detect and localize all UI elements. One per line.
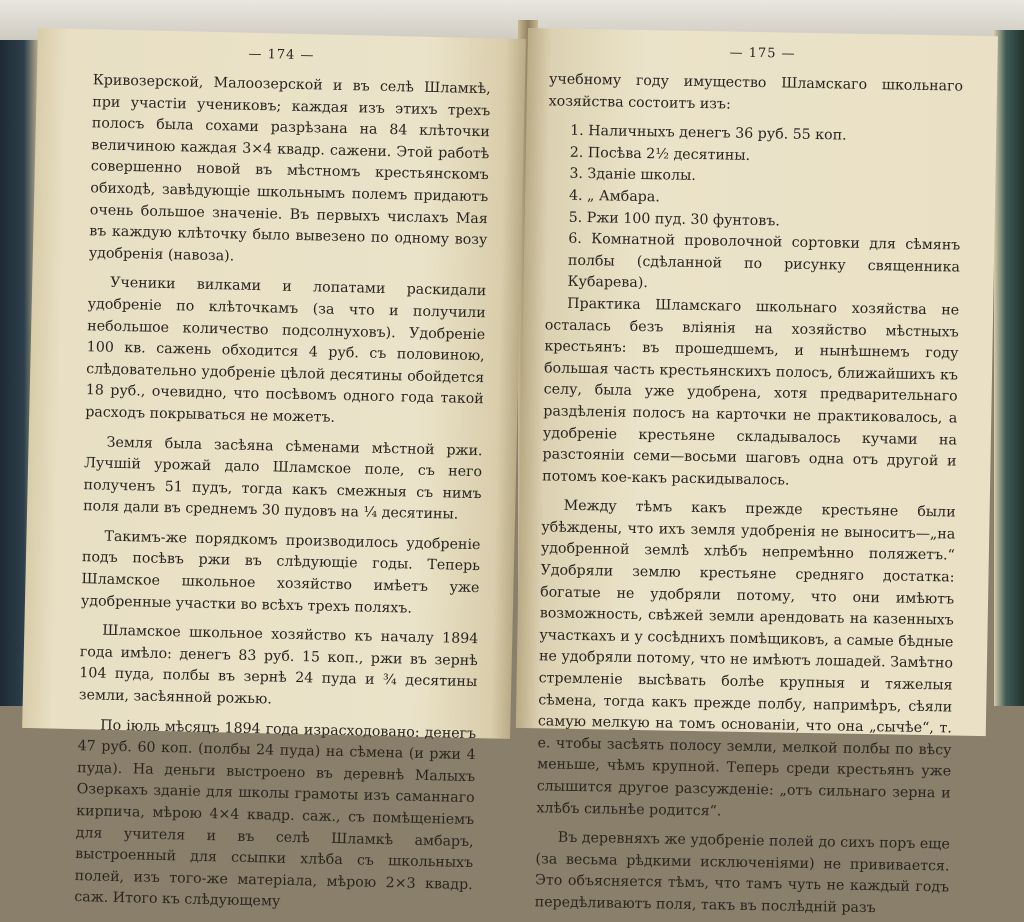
right-page — [516, 28, 998, 917]
list-item: 2. Посѣва 2½ десятины. — [569, 144, 751, 164]
list-item: 6. Комнатной проволочной сортовки для сѣмянъ полбы (сдѣланной по рисунку священника Кубарева). — [567, 230, 961, 292]
list-item: 1. Наличныхъ денегъ 36 руб. 55 коп. — [570, 122, 847, 144]
paragraph: Шламское школьное хозяйство къ началу 1894 года имѣло: денегъ 83 руб. 15 коп., ржи въ зернѣ 104 пуда, полбы въ зернѣ 24 пуда и ¾ десятины земли, засѣянной рожью. — [78, 622, 479, 708]
paragraph: Кривозерской, Малоозерской и въ селѣ Шламкѣ, при участіи учениковъ; каждая изъ этихъ трехъ полосъ была сохами разрѣзана на 84 клѣточки величиною каждая 3×4 квадр. сажени. Этой работѣ совершенно новой въ мѣстномъ крестьянскомъ обиходѣ, завѣдующіе школьнымъ полемъ придаютъ очень большое значеніе. Въ первыхъ числахъ Мая въ каждую клѣточку было вывезено по одному возу удобренія (навоза). — [88, 72, 491, 265]
list-item: 3. Зданіе школы. — [569, 166, 696, 185]
page-number-174: — 174 — — [248, 46, 315, 64]
left-page — [22, 28, 526, 911]
paragraph: Практика Шламскаго школьнаго хозяйства не осталась безъ вліянія на хозяйство мѣстныхъ крестьянъ: въ прошедшемъ, и нынѣшнемъ году большая часть крестьянскихъ полосъ, ближайшихъ къ селу, была уже удобрена, хотя предварительнаго раздѣленія полосъ на карточки не практиковалось, а удобреніе крестьяне складывалось кучами на разстояніи семи—восьми шаговъ одна отъ другой и потомъ кое-какъ раскидывалось. — [542, 295, 960, 489]
page-number-175: — 175 — — [729, 45, 796, 62]
paragraph: учебному году имущество Шламскаго школьнаго хозяйства состоитъ изъ: — [548, 71, 964, 113]
list-item: 5. Ржи 100 пуд. 30 фунтовъ. — [568, 209, 780, 229]
paragraph: Земля была засѣяна сѣменами мѣстной ржи. Лучшій урожай дало Шламское поле, съ него полученъ 51 пудъ, тогда какъ смежныя съ нимъ поля дали въ среднемъ 30 пудовъ на ¼ десятины. — [82, 434, 483, 523]
paragraph: Ученики вилками и лопатами раскидали удобреніе по клѣточкамъ (за что и получили небольшое количество подсолнуховъ). Удобреніе 100 кв. сажень обходится 4 руб. съ половиною, слѣдовательно удобреніе цѣлой десятины обойдется 18 руб., очевидно, что посѣвомъ одного года такой расходъ покрываться не можетъ. — [85, 275, 487, 426]
property-list — [545, 121, 962, 301]
paragraph: Такимъ-же порядкомъ производилось удобреніе подъ посѣвъ ржи въ слѣдующіе годы. Теперь Шламское школьное хозяйство имѣетъ уже удобренные участки во всѣхъ трехъ поляхъ. — [80, 528, 481, 617]
left-page-text — [18, 69, 525, 919]
book-cover-right — [994, 30, 1024, 706]
right-page-text — [513, 69, 998, 922]
paragraph: По іюль мѣсяцъ 1894 года израсходовано: денегъ 47 руб. 60 коп. (полбы 24 пуда) на сѣмена (и ржи 4 пуда). На деньги выстроено въ деревнѣ Малыхъ Озеркахъ зданіе для школы грамоты изъ саманнаго кирпича, мѣрою 4×4 квадр. саж., съ помѣщеніемъ для учителя и въ селѣ Шламкѣ амбаръ, выстроенный для ссыпки хлѣба съ школьныхъ полей, изъ того-же матеріала, мѣрою 2×3 квадр. саж. Итого къ слѣдующему — [74, 717, 477, 911]
paragraph: Въ деревняхъ же удобреніе полей до сихъ поръ еще (за весьма рѣдкими исключеніями) не прививается. Это объясняется тѣмъ, что тамъ чуть не каждый годъ передѣливаютъ поля, такъ въ послѣдній разъ — [534, 829, 950, 917]
paragraph: Между тѣмъ какъ прежде крестьяне были убѣждены, что ихъ земля удобренія не выноситъ—„на удобренной землѣ хлѣбъ непремѣнно поляжетъ.“ Удобряли землю крестьяне средняго достатка: богатые не удобряли потому, что они имѣютъ возможность, свѣжей земли арендовать на казенныхъ участкахъ и у сосѣднихъ помѣщиковъ, а самые бѣдные не удобряли потому, что не имѣютъ лошадей. Замѣтно стремленіе высѣвать болѣе крупныя и тяжелыя сѣмена, тогда какъ прежде полбу, напримѣръ, сѣяли самую мелкую на томъ основаніи, что она „сычѣе“, т. е. чтобы засѣять полосу земли, мелкой полбы по вѣсу меньше, чѣмъ крупной. Теперь среди крестьянъ уже слышится другое разсужденіе: „отъ сильнаго зерна и хлѣбъ сильнѣе родится“. — [536, 497, 956, 820]
list-item: 4. „ Амбара. — [568, 187, 660, 206]
